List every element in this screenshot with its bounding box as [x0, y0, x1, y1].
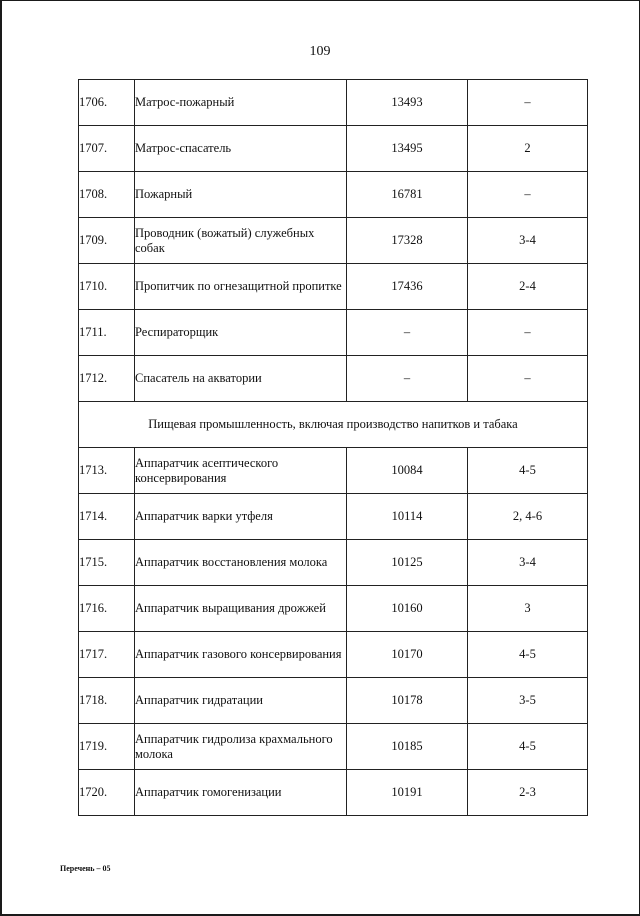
section-header-body — [79, 402, 588, 448]
profession-code: 10178 — [347, 678, 468, 724]
table-row — [79, 172, 588, 218]
profession-code: 10125 — [347, 540, 468, 586]
footer-note: Перечень – 05 — [60, 864, 111, 873]
table-row — [79, 770, 588, 816]
table-row — [79, 678, 588, 724]
profession-code: 16781 — [347, 172, 468, 218]
row-number: 1719. — [79, 724, 135, 770]
row-number: 1706. — [79, 80, 135, 126]
profession-name: Матрос-пожарный — [135, 80, 347, 126]
row-number: 1708. — [79, 172, 135, 218]
table-row — [79, 724, 588, 770]
row-number: 1710. — [79, 264, 135, 310]
row-number: 1717. — [79, 632, 135, 678]
row-number: 1714. — [79, 494, 135, 540]
grade-range: – — [468, 356, 588, 402]
grade-range: – — [468, 172, 588, 218]
grade-range: 3-4 — [468, 218, 588, 264]
grade-range: 3 — [468, 586, 588, 632]
section-title: Пищевая промышленность, включая производство напитков и табака — [79, 402, 588, 448]
profession-code: – — [347, 356, 468, 402]
grade-range: 4-5 — [468, 448, 588, 494]
table-row — [79, 126, 588, 172]
row-number: 1716. — [79, 586, 135, 632]
grade-range: 2 — [468, 126, 588, 172]
grade-range: 2-4 — [468, 264, 588, 310]
row-number: 1709. — [79, 218, 135, 264]
grade-range: 4-5 — [468, 724, 588, 770]
profession-name: Аппаратчик гидратации — [135, 678, 347, 724]
table-row — [79, 356, 588, 402]
row-number: 1718. — [79, 678, 135, 724]
profession-name: Респираторщик — [135, 310, 347, 356]
table-row — [79, 80, 588, 126]
profession-code: 17436 — [347, 264, 468, 310]
profession-code: 10084 — [347, 448, 468, 494]
profession-code: 13493 — [347, 80, 468, 126]
grade-range: 3-4 — [468, 540, 588, 586]
table-row — [79, 632, 588, 678]
table-row — [79, 540, 588, 586]
table-body-bottom — [79, 448, 588, 816]
grade-range: 3-5 — [468, 678, 588, 724]
profession-name: Пожарный — [135, 172, 347, 218]
profession-code: 10114 — [347, 494, 468, 540]
page-number: 109 — [309, 44, 331, 59]
table-row — [79, 310, 588, 356]
row-number: 1715. — [79, 540, 135, 586]
profession-code: 10191 — [347, 770, 468, 816]
table-row — [79, 586, 588, 632]
row-number: 1711. — [79, 310, 135, 356]
profession-code: – — [347, 310, 468, 356]
profession-name: Спасатель на акватории — [135, 356, 347, 402]
profession-name: Аппаратчик варки утфеля — [135, 494, 347, 540]
profession-name: Аппаратчик восстановления молока — [135, 540, 347, 586]
profession-code: 10185 — [347, 724, 468, 770]
professions-table — [78, 79, 588, 816]
table-row — [79, 494, 588, 540]
profession-name: Матрос-спасатель — [135, 126, 347, 172]
profession-name: Аппаратчик асептического консервирования — [135, 448, 347, 494]
row-number: 1720. — [79, 770, 135, 816]
profession-name: Аппаратчик выращивания дрожжей — [135, 586, 347, 632]
row-number: 1707. — [79, 126, 135, 172]
profession-code: 10160 — [347, 586, 468, 632]
profession-name: Пропитчик по огнезащитной пропитке — [135, 264, 347, 310]
row-number: 1712. — [79, 356, 135, 402]
table-row — [79, 264, 588, 310]
grade-range: – — [468, 310, 588, 356]
table-body-top — [79, 80, 588, 402]
grade-range: 2-3 — [468, 770, 588, 816]
row-number: 1713. — [79, 448, 135, 494]
profession-code: 13495 — [347, 126, 468, 172]
grade-range: – — [468, 80, 588, 126]
profession-code: 17328 — [347, 218, 468, 264]
profession-name: Аппаратчик газового консервирования — [135, 632, 347, 678]
grade-range: 2, 4-6 — [468, 494, 588, 540]
table-row — [79, 218, 588, 264]
profession-name: Проводник (вожатый) служебных собак — [135, 218, 347, 264]
section-row — [79, 402, 588, 448]
grade-range: 4-5 — [468, 632, 588, 678]
table-row — [79, 448, 588, 494]
profession-name: Аппаратчик гидролиза крахмального молока — [135, 724, 347, 770]
profession-code: 10170 — [347, 632, 468, 678]
profession-name: Аппаратчик гомогенизации — [135, 770, 347, 816]
